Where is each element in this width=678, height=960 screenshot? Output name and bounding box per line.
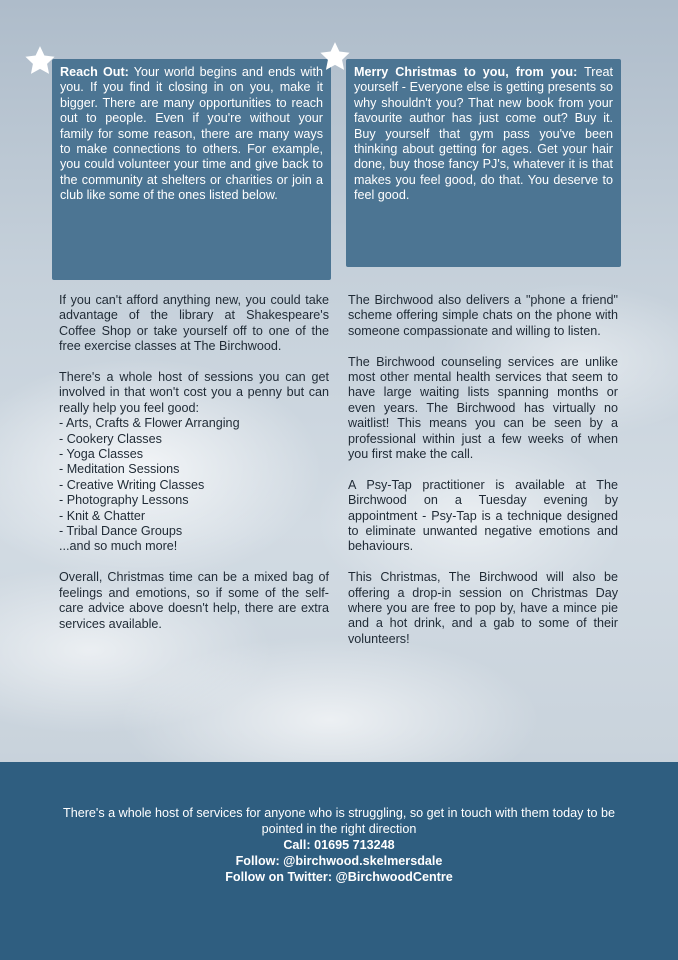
- list-item: - Meditation Sessions: [59, 462, 180, 477]
- left-column: [59, 293, 329, 647]
- psy-tap-paragraph: A Psy-Tap practitioner is available at The Birchwood on a Tuesday evening by appointment - Psy-Tap is a technique designed to eliminate unwanted negative emotions and behaviours.: [348, 477, 618, 554]
- list-item: - Knit & Chatter: [59, 508, 146, 523]
- list-item: - Cookery Classes: [59, 431, 162, 446]
- merry-christmas-heading: Merry Christmas to you, from you:: [354, 65, 578, 79]
- reach-out-box: [52, 59, 331, 280]
- list-item: - Tribal Dance Groups: [59, 524, 183, 539]
- reach-out-heading: Reach Out:: [60, 65, 129, 79]
- footer-follow: Follow: @birchwood.skelmersdale: [235, 854, 443, 868]
- christmas-day-paragraph: This Christmas, The Birchwood will also be offering a drop-in session on Christmas Day where you are free to pop by, have a mince pie and a hot drink, and a gab to some of their volunteers!: [348, 570, 618, 646]
- list-item: - Arts, Crafts & Flower Arranging: [59, 416, 240, 431]
- list-item: ...and so much more!: [59, 539, 178, 554]
- reach-out-text: Your world begins and ends with you. If you find it closing in on you, make it bigger. There are many opportunities to reach out to people. Even if you're without your family for some reason, there are many ways to make connections to others. For example, you could volunteer your time and give back to the community at shelters or charities or join a club like some of the ones listed below.: [60, 65, 323, 203]
- footer-intro: There's a whole host of services for anyone who is struggling, so get in touch with them today to be pointed in the right direction: [63, 806, 615, 836]
- merry-christmas-text: Treat yourself - Everyone else is getting presents so why shouldn't you? That new book from your favourite author has just come out? Buy it. Buy yourself that gym pass you've been thinking about getting for ages. Get your hair done, buy those fancy PJ's, whatever it is that makes you feel good, do that. You deserve to feel good.: [354, 65, 614, 203]
- merry-christmas-box: [346, 59, 621, 267]
- right-column: [348, 293, 618, 663]
- footer-phone: Call: 01695 713248: [283, 838, 395, 852]
- library-paragraph: If you can't afford anything new, you could take advantage of the library at Shakespeare's Coffee Shop or take yourself off to one of the free exercise classes at The Birchwood.: [59, 293, 329, 354]
- list-item: - Photography Lessons: [59, 493, 189, 508]
- footer-banner: [0, 762, 678, 960]
- list-item: - Creative Writing Classes: [59, 477, 205, 492]
- sessions-intro: There's a whole host of sessions you can get involved in that won't cost you a penny but can really help you feel good:: [59, 370, 329, 415]
- overall-paragraph: Overall, Christmas time can be a mixed bag of feelings and emotions, so if some of the self-care advice above doesn't help, there are extra services available.: [59, 570, 329, 631]
- counseling-paragraph: The Birchwood counseling services are unlike most other mental health services that seem to have large waiting lists spanning months or even years. The Birchwood has virtually no waitlist! This means you can be seen by a professional within just a few weeks of when you first make the call.: [348, 354, 618, 462]
- phone-a-friend-paragraph: The Birchwood also delivers a "phone a friend" scheme offering simple chats on the phone with someone compassionate and willing to listen.: [348, 293, 618, 338]
- sessions-list: [59, 416, 329, 555]
- footer-twitter: Follow on Twitter: @BirchwoodCentre: [225, 870, 453, 884]
- list-item: - Yoga Classes: [59, 447, 144, 462]
